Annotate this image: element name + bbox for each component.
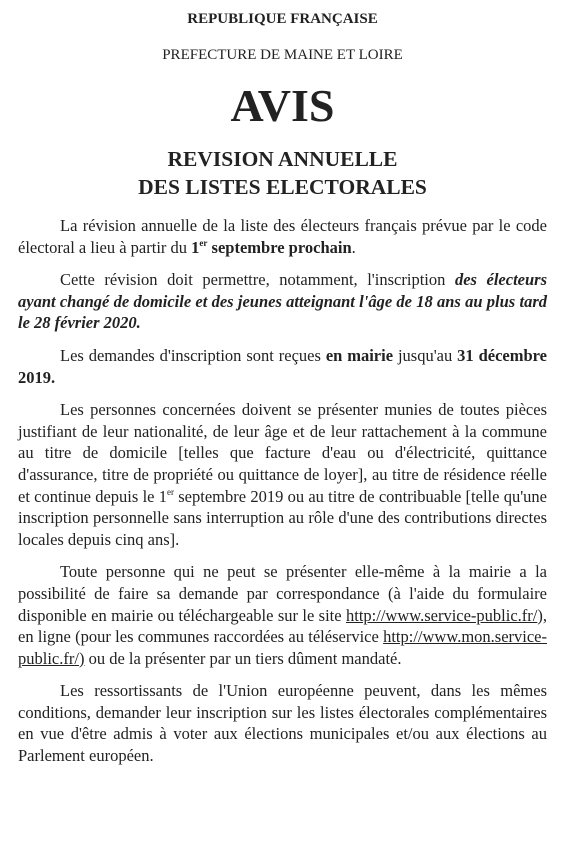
paragraph-revision-purpose (18, 269, 547, 334)
paragraph-eu-nationals (18, 680, 547, 766)
paragraph-text: Toute personne qui ne peut se présenter elle-même à la mairie a la possibilité de faire sa demande par correspondance (à l'aide du formulaire disponible en mairie ou téléchargeable sur le site (18, 562, 547, 625)
location-emphasis: en mairie (325, 345, 394, 365)
paragraph-required-documents (18, 399, 547, 550)
prefecture-header: PREFECTURE DE MAINE ET LOIRE (162, 47, 403, 63)
paragraph-text: Les personnes concernées doivent se présenter munies de toutes pièces justifiant de leur nationalité, de leur âge et de leur rattachement à la commune au titre de domicile [telles que facture d'eau ou d'électricité, quittance d'assurance, titre de propriété ou quittance de loyer], au titre de résidence réelle et continue depuis le 1 (18, 400, 547, 506)
date-superscript: er (199, 237, 208, 248)
page-title: AVIS (230, 80, 335, 131)
paragraph-revision-dates (18, 215, 547, 258)
paragraph-remote-application (18, 561, 547, 669)
paragraph-text: septembre 2019 ou au titre de contribuable [telle qu'une inscription personnelle sans interruption au rôle d'une des contributions directes locales depuis cinq ans]. (18, 486, 547, 549)
paragraph-text: Les ressortissants de l'Union européenne peuvent, dans les mêmes conditions, demander leur inscription sur les listes électorales complémentaires en vue d'être admis à voter aux élections municipales et/ou aux élections au Parlement européen. (18, 681, 547, 766)
deadline-date: 31 décembre 2019. (18, 345, 548, 387)
paragraph-text: La révision annuelle de la liste des électeurs français prévue par le code électoral a lieu à partir du (18, 216, 547, 257)
paragraph-text: Les demandes d'inscription sont reçues (60, 345, 326, 365)
date-day: 1 (191, 237, 200, 257)
paragraph-text: . (351, 237, 356, 257)
paragraph-deadline (18, 345, 547, 388)
service-public-link[interactable]: http://www.service-public.fr/ (345, 605, 538, 625)
paragraph-text: Cette révision doit permettre, notamment, l'inscription (60, 270, 455, 290)
emphasis-text: des électeurs ayant changé de domicile et des jeunes atteignant l'âge de 18 ans au plus tard le 28 février 2020. (18, 270, 547, 333)
mon-service-public-link[interactable]: http://www.mon.service-public.fr/) (18, 627, 547, 668)
paragraph-text: ), en ligne (pour les communes raccordées au téléservice (18, 605, 547, 647)
paragraph-text: jusqu'au (393, 345, 458, 365)
republic-header: REPUBLIQUE FRANÇAISE (187, 11, 378, 27)
notice-body (18, 201, 547, 767)
subtitle (18, 131, 547, 201)
subtitle-line-1: REVISION ANNUELLE (167, 147, 398, 171)
date-month: septembre prochain (207, 237, 352, 257)
subtitle-line-2: DES LISTES ELECTORALES (138, 175, 427, 199)
date-superscript: er (167, 486, 174, 497)
paragraph-text: ou de la présenter par un tiers dûment mandaté. (84, 648, 402, 668)
